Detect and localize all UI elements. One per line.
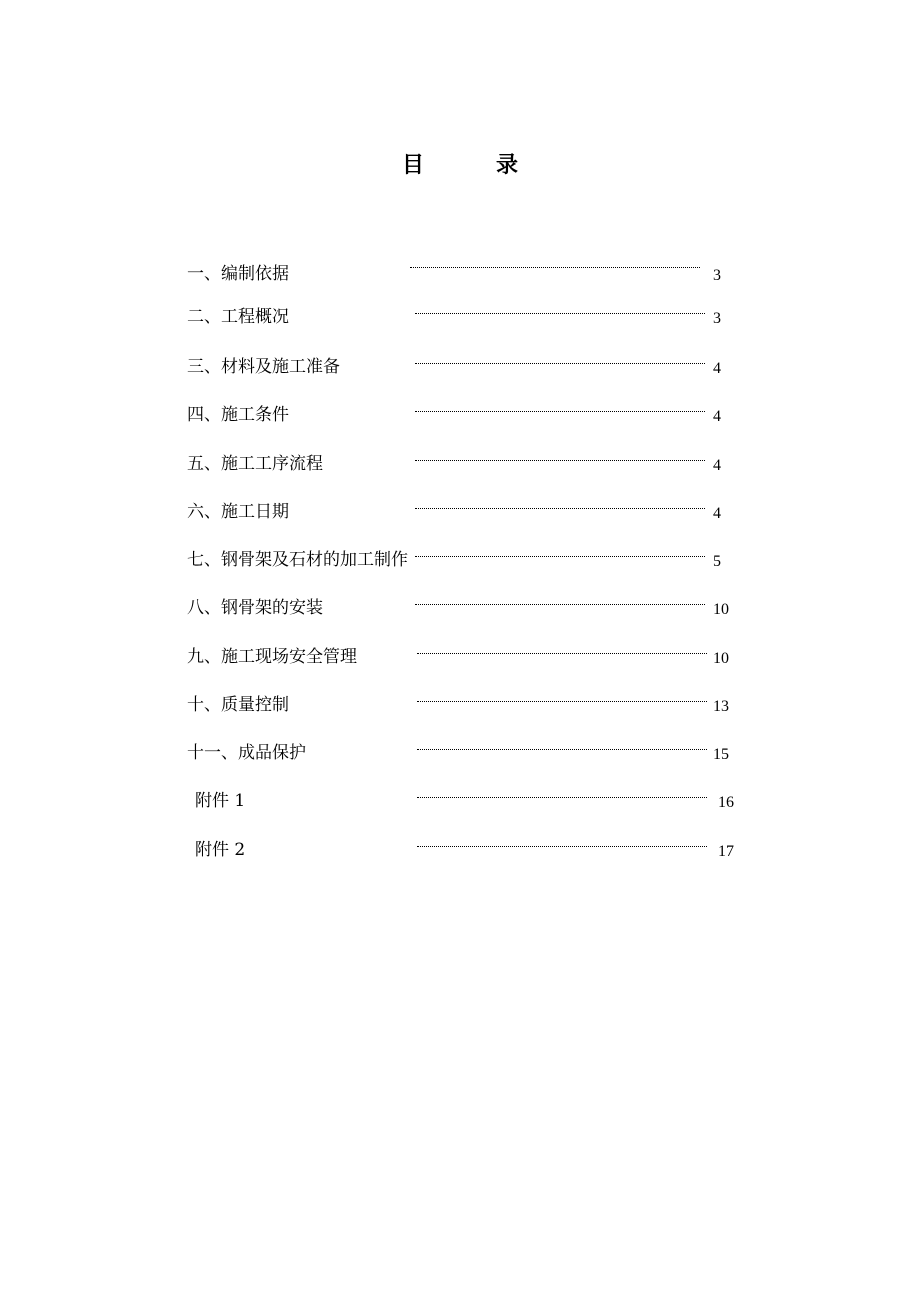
toc-entry-label: 附件 2 (195, 840, 246, 860)
toc-entry-label: 五、施工工序流程 (187, 454, 323, 474)
toc-leader (410, 267, 700, 268)
toc-leader (415, 313, 705, 314)
toc-entry-page: 13 (713, 698, 729, 715)
toc-entry-label: 四、施工条件 (187, 405, 289, 425)
toc-entry-page: 5 (713, 553, 721, 570)
toc-entry[interactable] (0, 305, 920, 329)
toc-leader (417, 653, 707, 654)
toc-entry-page: 4 (713, 408, 721, 425)
toc-entry[interactable] (0, 355, 920, 379)
toc-entry[interactable] (0, 645, 920, 669)
toc-leader (415, 363, 705, 364)
title-char-1: 目 (401, 152, 424, 178)
toc-entry-page: 17 (718, 843, 734, 860)
toc-entry-label: 十、质量控制 (187, 695, 289, 715)
title-char-2: 录 (496, 152, 519, 178)
toc-leader (415, 604, 705, 605)
toc-leader (417, 701, 707, 702)
toc-entry-page: 10 (713, 650, 729, 667)
toc-entry-label: 六、施工日期 (187, 502, 289, 522)
toc-entry[interactable] (0, 693, 920, 717)
toc-entry[interactable] (0, 789, 920, 813)
toc-leader (417, 749, 707, 750)
toc-entry-label: 一、编制依据 (187, 264, 289, 284)
toc-entry-label: 七、钢骨架及石材的加工制作 (187, 550, 408, 570)
toc-leader (415, 460, 705, 461)
toc-entry[interactable] (0, 741, 920, 765)
toc-entry[interactable] (0, 262, 920, 286)
toc-entry-label: 十一、成品保护 (187, 743, 306, 763)
toc-entry-page: 4 (713, 457, 721, 474)
toc-entry-page: 4 (713, 360, 721, 377)
toc-entry-label: 八、钢骨架的安装 (187, 598, 323, 618)
toc-entry-label: 附件 1 (195, 791, 246, 811)
toc-leader (417, 797, 707, 798)
toc-entry-label: 九、施工现场安全管理 (187, 647, 357, 667)
toc-leader (417, 846, 707, 847)
toc-leader (415, 556, 705, 557)
toc-entry-page: 4 (713, 505, 721, 522)
toc-entry[interactable] (0, 403, 920, 427)
toc-entry-label: 二、工程概况 (187, 307, 289, 327)
toc-entry-page: 15 (713, 746, 729, 763)
toc-entry-label: 三、材料及施工准备 (187, 357, 340, 377)
toc-entry-page: 3 (713, 267, 721, 284)
toc-entry-page: 10 (713, 601, 729, 618)
toc-entry[interactable] (0, 838, 920, 862)
toc-leader (415, 411, 705, 412)
toc-leader (415, 508, 705, 509)
toc-entry[interactable] (0, 452, 920, 476)
toc-entry[interactable] (0, 596, 920, 620)
toc-entry[interactable] (0, 500, 920, 524)
toc-entry-page: 3 (713, 310, 721, 327)
toc-entry-page: 16 (718, 794, 734, 811)
toc-entry[interactable] (0, 548, 920, 572)
